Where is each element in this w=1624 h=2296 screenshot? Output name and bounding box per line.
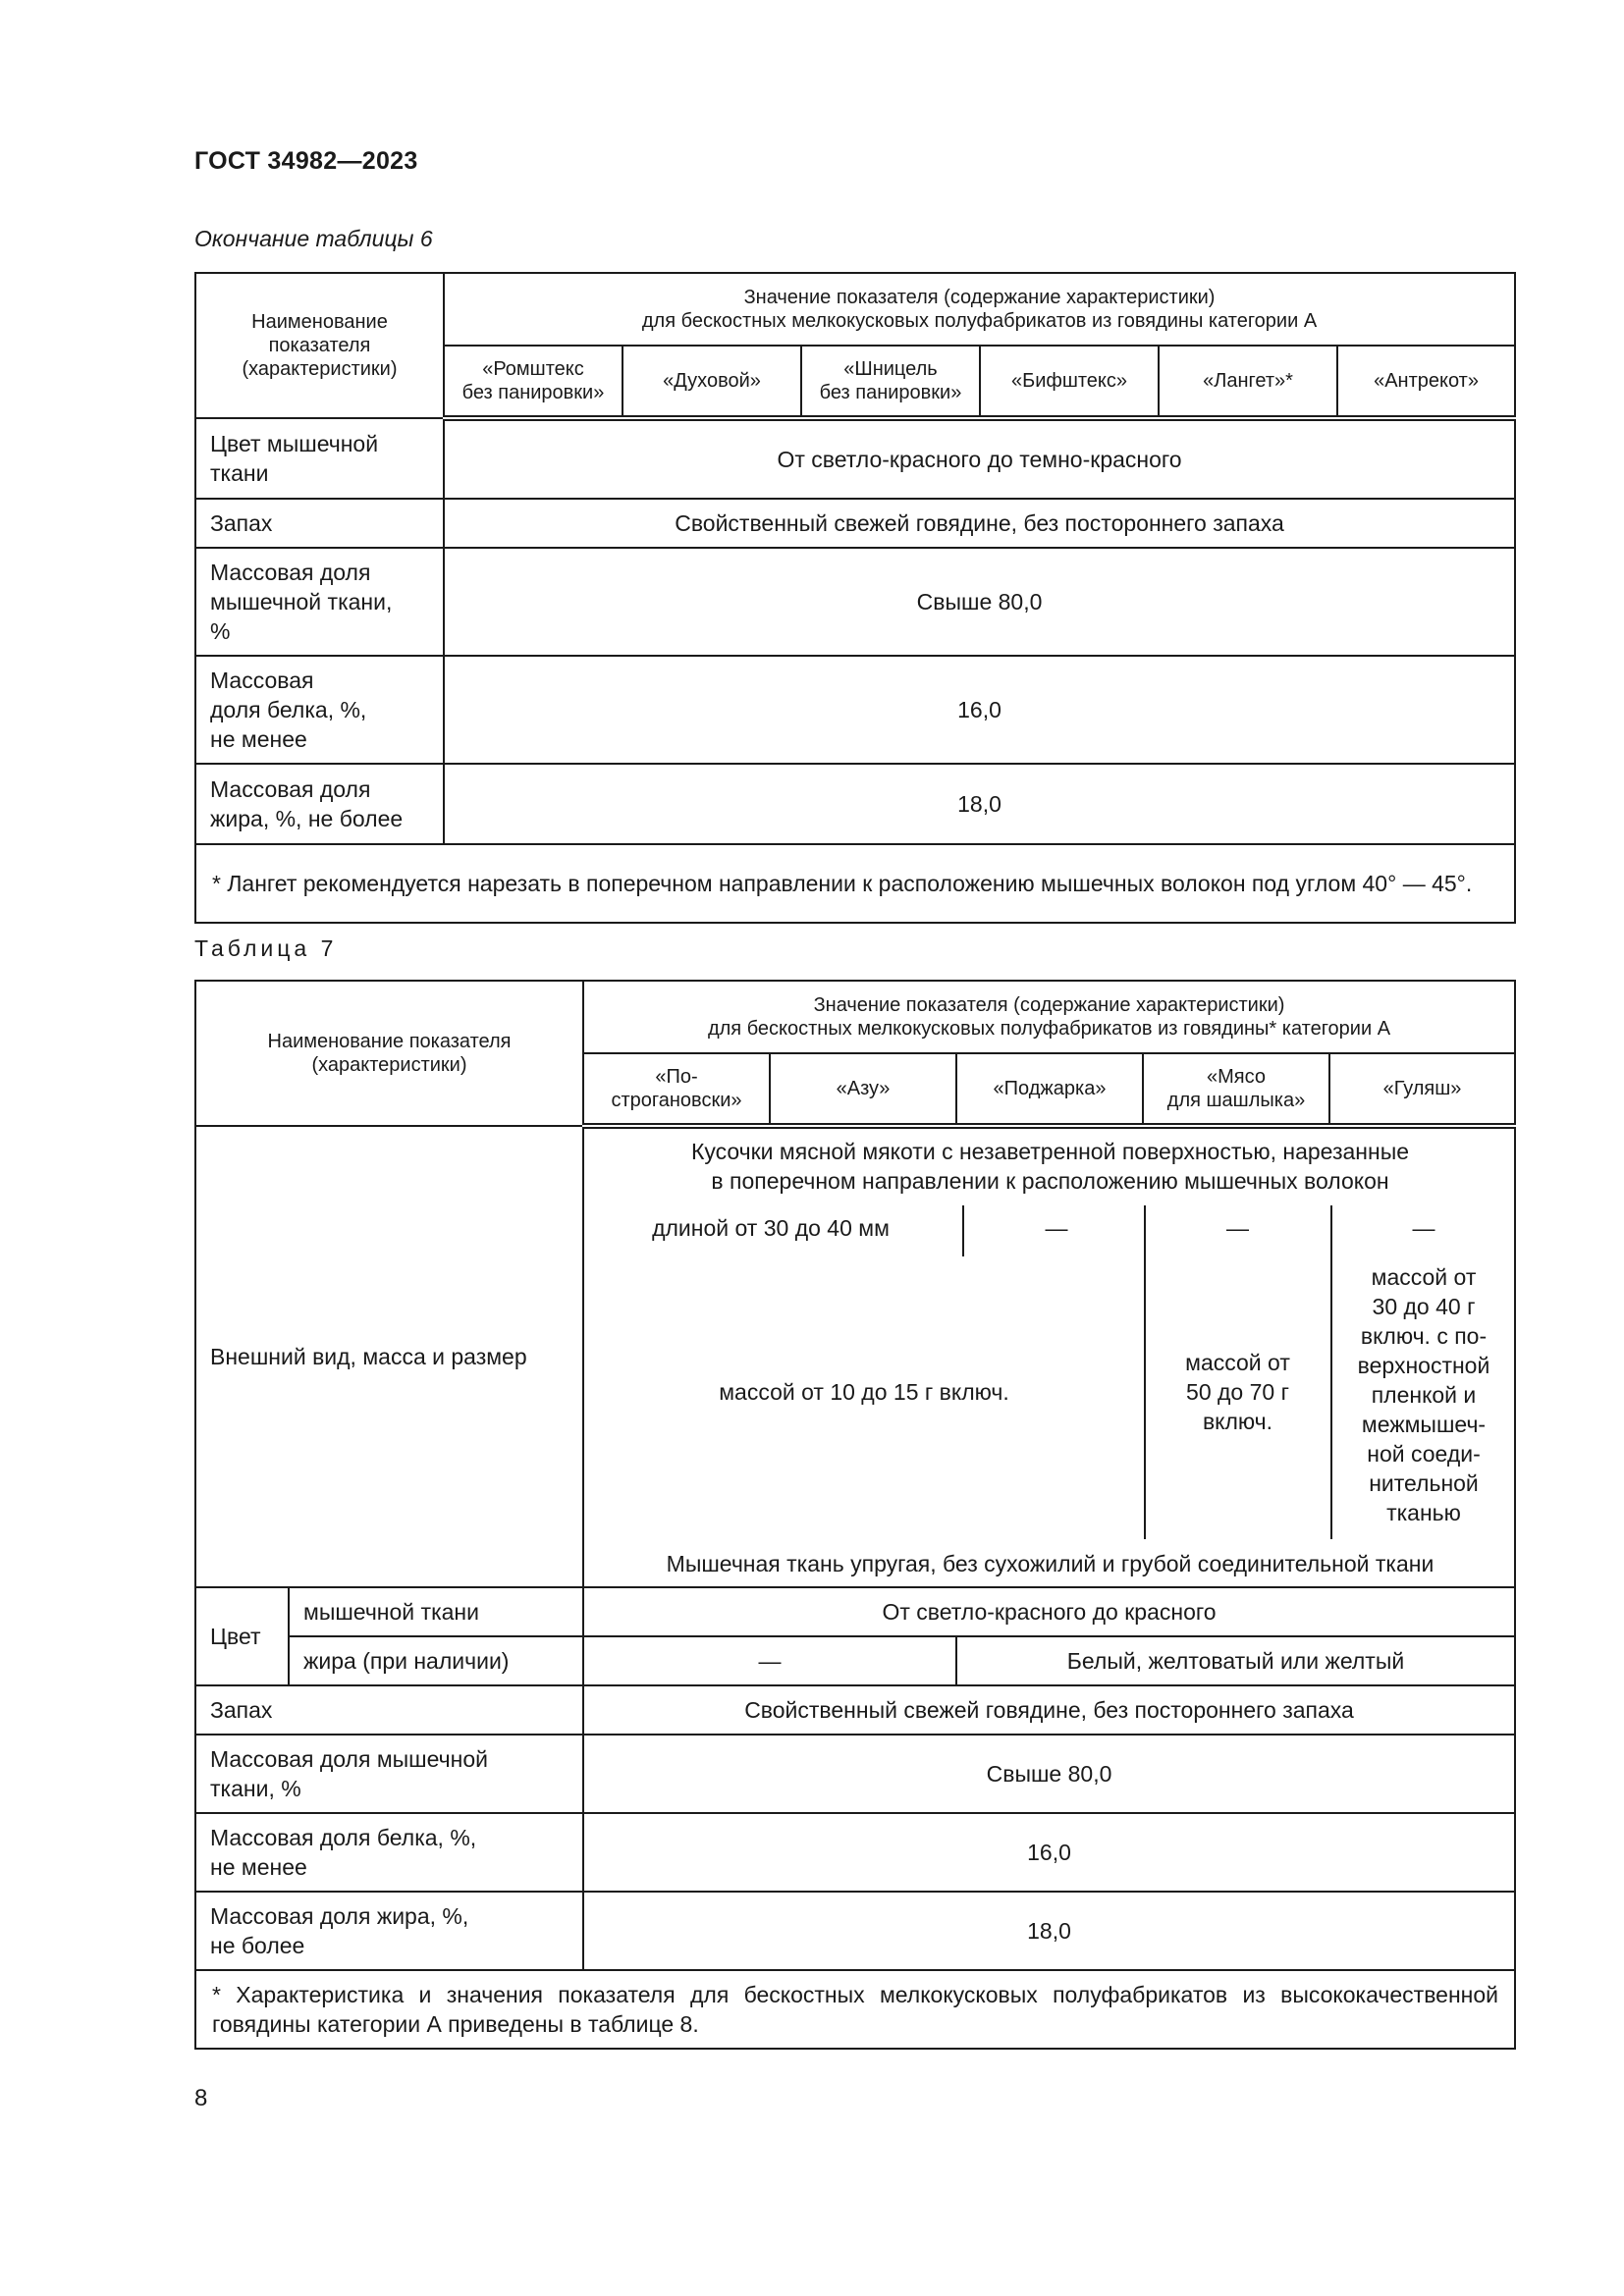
table6-product-header: «Духовой» bbox=[623, 346, 801, 418]
color-fat-label: жира (при наличии) bbox=[289, 1636, 583, 1685]
table6-product-header: «Шницель без панировки» bbox=[801, 346, 980, 418]
color-muscle-label: мышечной ткани bbox=[289, 1587, 583, 1636]
appearance-mass: массой от 30 до 40 г включ. с по- верхностной пленкой и межмышеч- ной соеди- нительной тканью bbox=[1357, 1264, 1490, 1525]
document-title: ГОСТ 34982—2023 bbox=[194, 147, 418, 175]
table6-name-column-header: Наименование показателя (характеристики) bbox=[195, 273, 444, 418]
table-row bbox=[195, 764, 1515, 844]
table6-group-header: Значение показателя (содержание характеристики) для бескостных мелкокусковых полуфабрикатов из говядины категории А bbox=[444, 273, 1515, 346]
table7-name-column-header: Наименование показателя (характеристики) bbox=[195, 981, 583, 1126]
table6-product-header: «Лангет»* bbox=[1159, 346, 1337, 418]
table-row bbox=[195, 418, 1515, 499]
appearance-mass: массой от 50 до 70 г включ. bbox=[1185, 1350, 1290, 1434]
table6-footnote: * Лангет рекомендуется нарезать в поперечном направлении к расположению мышечных волокон под углом 40° — 45°. bbox=[195, 844, 1515, 923]
row-name: Массовая доля жира, %, не более bbox=[195, 764, 444, 844]
table7-group-header: Значение показателя (содержание характеристики) для бескостных мелкокусковых полуфабрикатов из говядины* категории А bbox=[583, 981, 1515, 1053]
row-value: Свойственный свежей говядине, без постороннего запаха bbox=[444, 499, 1515, 548]
appearance-dash: — bbox=[1412, 1215, 1435, 1241]
table-row bbox=[195, 548, 1515, 656]
table-row bbox=[195, 656, 1515, 764]
table-row bbox=[195, 1735, 1515, 1813]
table7-footnote: * Характеристика и значения показателя для бескостных мелкокусковых полуфабрикатов из высококачественной говядины категории А приведены в таблице 8. bbox=[195, 1970, 1515, 2049]
table-row bbox=[195, 1892, 1515, 1970]
color-fat-value: Белый, желтоватый или желтый bbox=[956, 1636, 1515, 1685]
color-fat-dash: — bbox=[583, 1636, 956, 1685]
table-row bbox=[195, 1587, 1515, 1636]
table6-product-header: «Антрекот» bbox=[1337, 346, 1515, 418]
row-value: 16,0 bbox=[583, 1813, 1515, 1892]
row-name: Массовая доля жира, %, не более bbox=[195, 1892, 583, 1970]
table7-product-header: «Азу» bbox=[770, 1053, 956, 1126]
table-row bbox=[195, 1813, 1515, 1892]
appearance-mass: массой от 10 до 15 г включ. bbox=[719, 1379, 1009, 1405]
row-name: Массовая доля мышечной ткани, % bbox=[195, 1735, 583, 1813]
row-value: Свойственный свежей говядине, без постороннего запаха bbox=[583, 1685, 1515, 1735]
table7-caption: Таблица 7 bbox=[194, 935, 338, 961]
table7-product-header: «Гуляш» bbox=[1329, 1053, 1515, 1126]
table-6 bbox=[194, 272, 1516, 924]
row-name: Массовая доля белка, %, не менее bbox=[195, 1813, 583, 1892]
table-row bbox=[195, 1636, 1515, 1685]
row-name: Запах bbox=[195, 499, 444, 548]
color-label: Цвет bbox=[195, 1587, 289, 1685]
table6-caption: Окончание таблицы 6 bbox=[194, 226, 433, 251]
row-value: Свыше 80,0 bbox=[444, 548, 1515, 656]
row-value: Свыше 80,0 bbox=[583, 1735, 1515, 1813]
table-row bbox=[195, 1126, 1515, 1587]
appearance-dash: — bbox=[1045, 1215, 1068, 1241]
table-row bbox=[195, 499, 1515, 548]
appearance-dash: — bbox=[1226, 1215, 1249, 1241]
table-7 bbox=[194, 980, 1516, 2050]
row-name: Цвет мышечной ткани bbox=[195, 418, 444, 499]
table6-product-header: «Бифштекс» bbox=[980, 346, 1159, 418]
table6-product-header: «Ромштекс без панировки» bbox=[444, 346, 623, 418]
row-value: От светло-красного до темно-красного bbox=[444, 418, 1515, 499]
appearance-top-text: Кусочки мясной мякоти с незаветренной поверхностью, нарезанные в поперечном направлении к расположению мышечных волокон bbox=[690, 1139, 1410, 1194]
row-name: Внешний вид, масса и размер bbox=[195, 1126, 583, 1587]
table7-product-header: «Поджарка» bbox=[956, 1053, 1143, 1126]
row-name: Запах bbox=[195, 1685, 583, 1735]
row-name: Массовая доля мышечной ткани, % bbox=[195, 548, 444, 656]
appearance-cell bbox=[583, 1126, 1515, 1587]
table7-product-header: «По-строгановски» bbox=[583, 1053, 770, 1126]
page-number: 8 bbox=[194, 2085, 208, 2111]
appearance-bottom-text: Мышечная ткань упругая, без сухожилий и грубой соединительной ткани bbox=[666, 1551, 1435, 1576]
row-value: 18,0 bbox=[583, 1892, 1515, 1970]
row-name: Массовая доля белка, %, не менее bbox=[195, 656, 444, 764]
appearance-length: длиной от 30 до 40 мм bbox=[652, 1215, 890, 1241]
row-value: 18,0 bbox=[444, 764, 1515, 844]
color-muscle-value: От светло-красного до красного bbox=[583, 1587, 1515, 1636]
table-row bbox=[195, 1685, 1515, 1735]
row-value: 16,0 bbox=[444, 656, 1515, 764]
table7-product-header: «Мясо для шашлыка» bbox=[1143, 1053, 1329, 1126]
